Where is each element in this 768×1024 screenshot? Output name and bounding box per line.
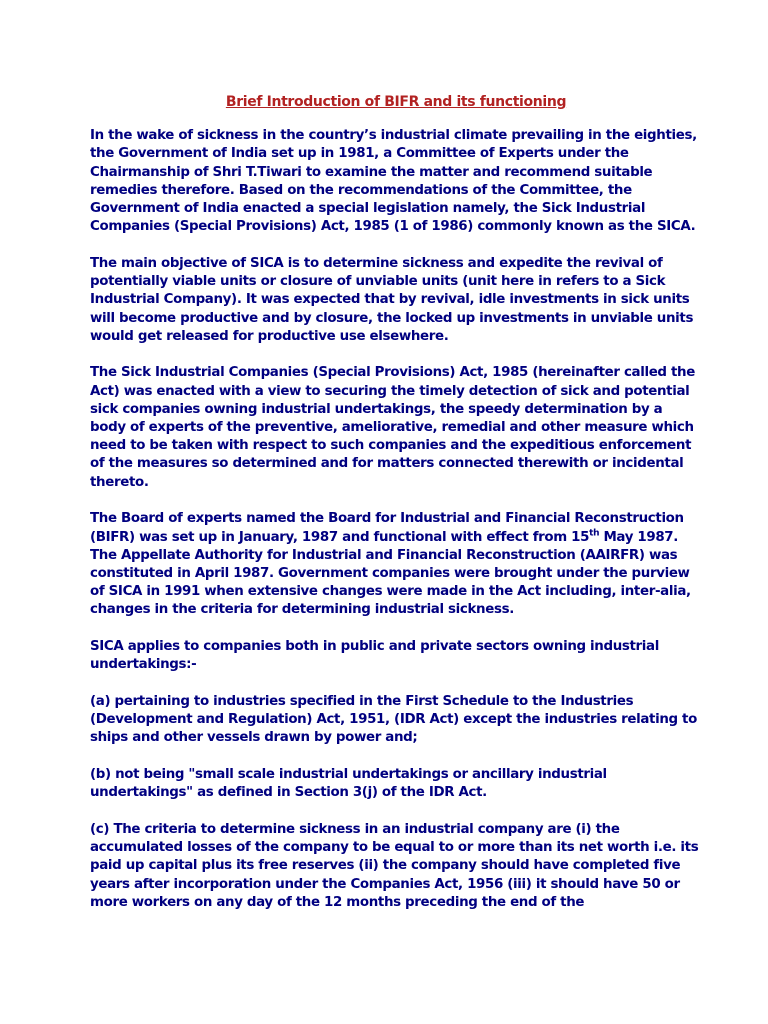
bifr-text-before: The Board of experts named the Board for Industrial and Financial Reconstruction (BIFR) was set up in January, 1987 and functional with effect from 15 [90, 511, 684, 545]
paragraph-bifr-setup [90, 510, 702, 619]
paragraph-clause-a: (a) pertaining to industries specified in the First Schedule to the Industries (Development and Regulation) Act, 1951, (IDR Act) except the industries relating to ships and other vessels drawn by power and; [90, 693, 697, 746]
paragraph-clause-b: (b) not being "small scale industrial undertakings or ancillary industrial undertakings" as defined in Section 3(j) of the IDR Act. [90, 767, 607, 801]
document-title: Brief Introduction of BIFR and its functioning [225, 94, 567, 110]
document-body [90, 93, 702, 931]
paragraph-clause-c: (c) The criteria to determine sickness in an industrial company are (i) the accumulated losses of the company to be equal to or more than its net worth i.e. its paid up capital plus its free reserves (ii) the company should have completed five years after incorporation under the Companies Act, 1956 (iii) it should have 50 or more workers on any day of the 12 months preceding the end of the [90, 822, 699, 910]
paragraph-sick-history: In the wake of sickness in the country’s industrial climate prevailing in the eighties, the Government of India set up in 1981, a Committee of Experts under the Chairmanship of Shri T.Tiwari to examine the matter and recommend suitable remedies therefore. Based on the recommendations of the Committee, the Government of India enacted a special legislation namely, the Sick Industrial Companies (Special Provisions) Act, 1985 (1 of 1986) commonly known as the SICA. [90, 128, 697, 235]
paragraph-sica-applies: SICA applies to companies both in public and private sectors owning industrial undertakings:- [90, 639, 659, 673]
bifr-text-after: May 1987. The Appellate Authority for Industrial and Financial Reconstruction (AAIRFR) was constituted in April 1987. Government companies were brought under the purview of SICA in 1991 when extensive changes were made in the Act including, inter-alia, changes in the criteria for determining industrial sickness. [90, 529, 691, 618]
ordinal-suffix: th [589, 528, 600, 539]
paragraph-act-purpose: The Sick Industrial Companies (Special Provisions) Act, 1985 (hereinafter called the Act) was enacted with a view to securing the timely detection of sick and potential sick companies owning industrial undertakings, the speedy determination by a body of experts of the preventive, ameliorative, remedial and other measure which need to be taken with respect to such companies and the expeditious enforcement of the measures so determined and for matters connected therewith or incidental thereto. [90, 365, 695, 490]
paragraph-sica-objective: The main objective of SICA is to determine sickness and expedite the revival of potentially viable units or closure of unviable units (unit here in refers to a Sick Industrial Company). It was expected that by revival, idle investments in sick units will become productive and by closure, the locked up investments in unviable units would get released for productive use elsewhere. [90, 255, 694, 344]
